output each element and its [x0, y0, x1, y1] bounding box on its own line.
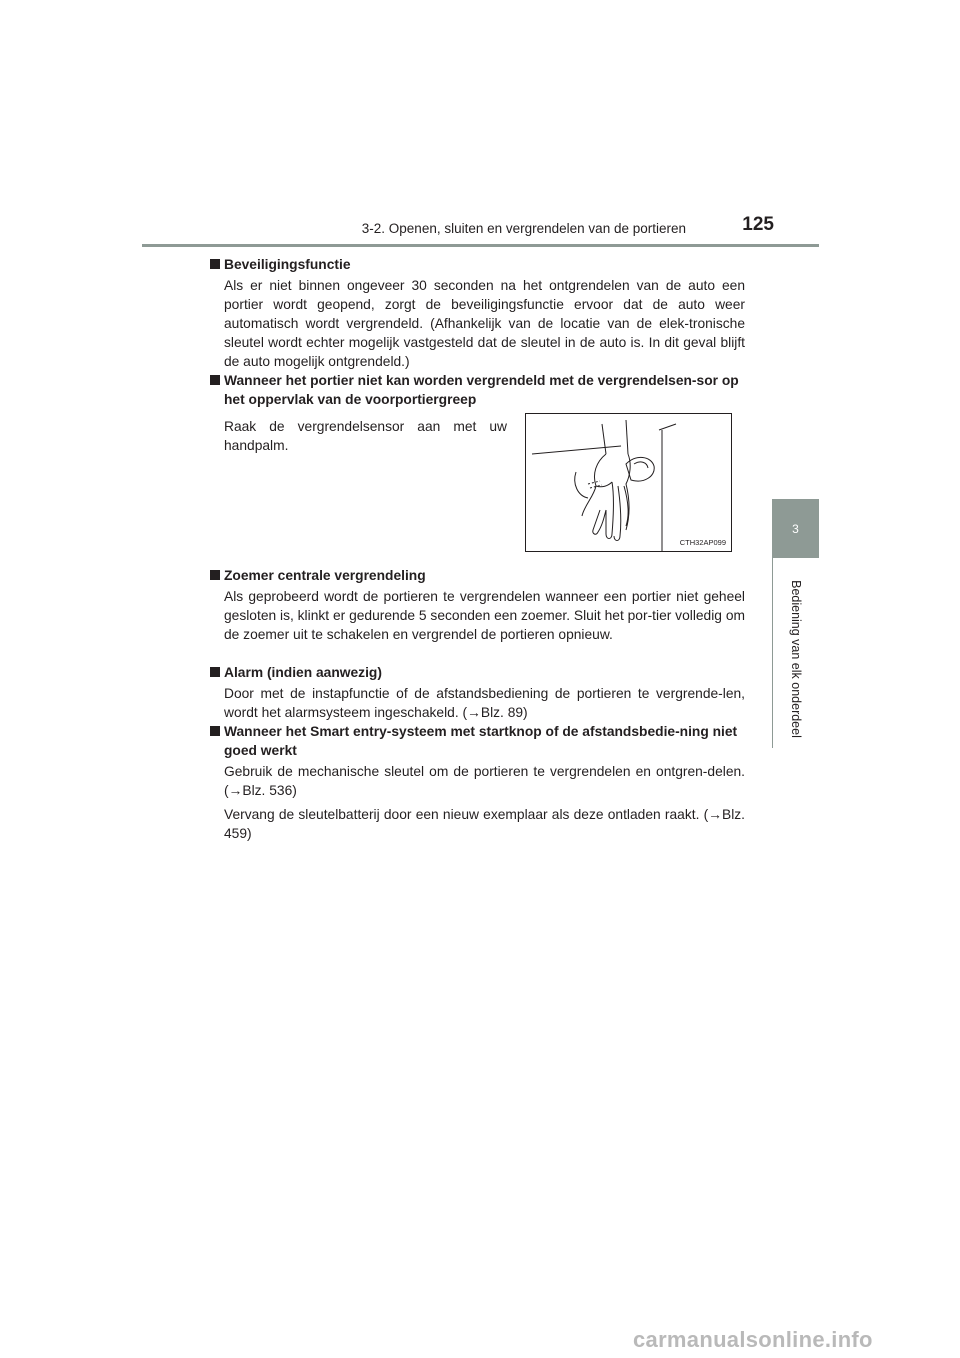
- section-paragraph: Als er niet binnen ongeveer 30 seconden na het ontgrendelen van de auto een portier wordt geopend, zorgt de beveiligingsfunctie ervoor dat de auto weer automatisch wordt vergrendeld. (Afhankelijk van de locatie van de elek-tronische sleutel wordt echter mogelijk vastgesteld dat de sleutel in de auto is. In dit geval blijft de auto mogelijk ontgrendeld.): [224, 278, 745, 369]
- page-number: 125: [742, 214, 774, 235]
- section-paragraph: Door met de instapfunctie of de afstandsbediening de portieren te vergrende-len, wordt het alarmsysteem ingeschakeld. (→Blz. 89): [224, 686, 745, 720]
- section-heading: [210, 663, 745, 682]
- section-heading-text: Zoemer centrale vergrendeling: [224, 568, 426, 583]
- square-bullet-icon: [210, 259, 220, 269]
- watermark: carmanualsonline.info: [633, 1327, 873, 1352]
- square-bullet-icon: [210, 375, 220, 385]
- square-bullet-icon: [210, 570, 220, 580]
- square-bullet-icon: [210, 667, 220, 677]
- section-heading-text: Beveiligingsfunctie: [224, 257, 351, 272]
- hand-icon: [526, 414, 732, 552]
- section-heading-text: Wanneer het Smart entry-systeem met startknop of de afstandsbedie-ning niet goed werkt: [224, 724, 738, 758]
- section-heading: [210, 722, 745, 760]
- chapter-title-vertical: Bediening van elk onderdeel: [789, 580, 803, 738]
- chapter-number: 3: [792, 521, 799, 536]
- hand-on-door-handle-illustration: [525, 413, 732, 552]
- section-zoemer: [210, 566, 745, 644]
- section-alarm: [210, 663, 745, 722]
- figure-code: CTH32AP099: [679, 538, 726, 547]
- running-header-section-title: 3-2. Openen, sluiten en vergrendelen van de portieren: [361, 221, 686, 236]
- section-heading-text: Wanneer het portier niet kan worden vergrendeld met de vergrendelsen-sor op het oppervlak van de voorportiergreep: [224, 373, 739, 407]
- section-heading: [210, 371, 745, 409]
- section-paragraph: Raak de vergrendelsensor aan met uw handpalm.: [224, 419, 507, 453]
- section-paragraph: Gebruik de mechanische sleutel om de portieren te vergrendelen en ontgren-delen. (→Blz. 536): [224, 764, 745, 798]
- section-heading-text: Alarm (indien aanwezig): [224, 665, 382, 680]
- section-smart-entry: [210, 722, 745, 843]
- section-heading: [210, 566, 745, 585]
- square-bullet-icon: [210, 726, 220, 736]
- section-beveiligingsfunctie: [210, 255, 745, 371]
- chapter-tab[interactable]: [772, 499, 819, 558]
- section-paragraph: Vervang de sleutelbatterij door een nieuw exemplaar als deze ontladen raakt. (→Blz. 459): [224, 807, 745, 841]
- section-heading: [210, 255, 745, 274]
- header-divider: [142, 244, 819, 247]
- section-paragraph: Als geprobeerd wordt de portieren te vergrendelen wanneer een portier niet geheel gesloten is, klinkt er gedurende 5 seconden een zoemer. Sluit het por-tier volledig om de zoemer uit te schakelen en vergrendel de portieren opnieuw.: [224, 589, 745, 642]
